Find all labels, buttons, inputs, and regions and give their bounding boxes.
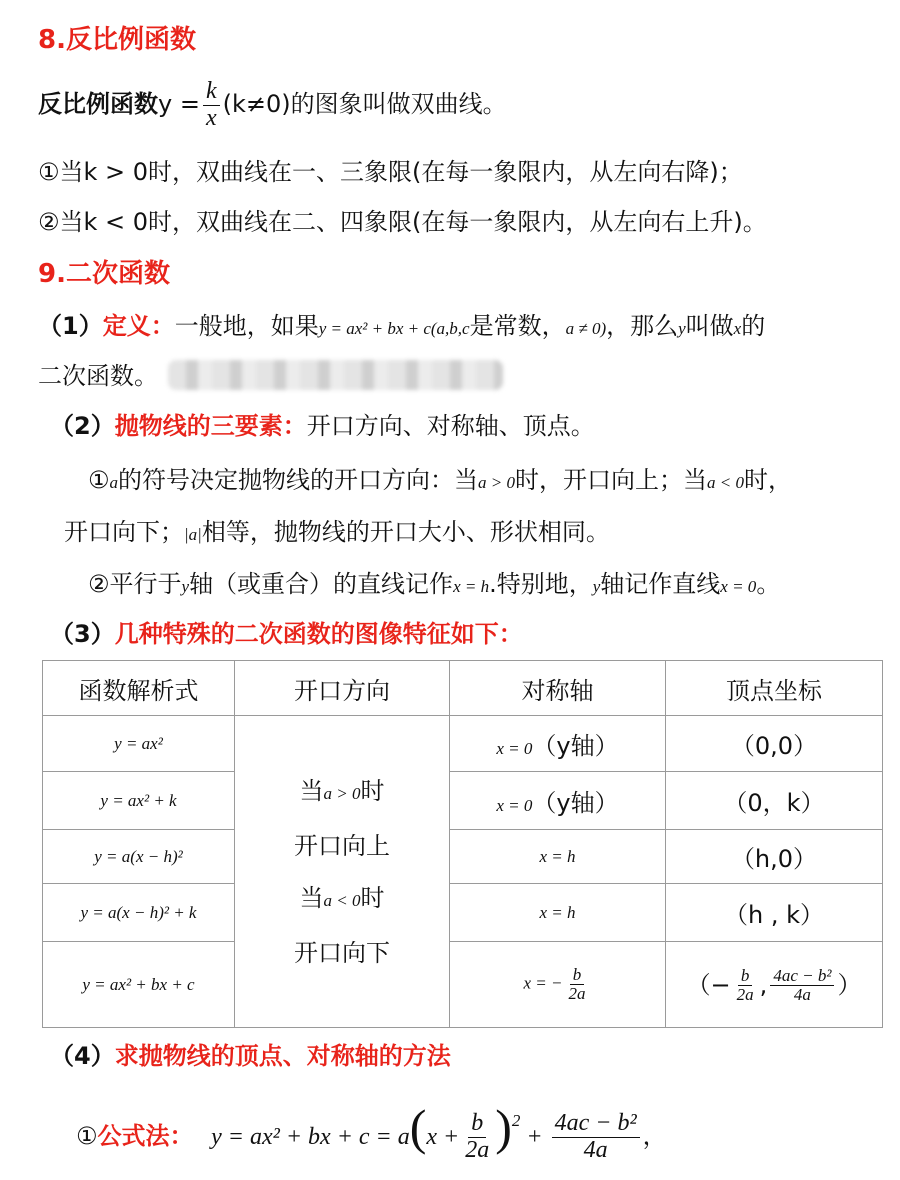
- table-row: [43, 716, 883, 772]
- vertex-frac-2: [770, 967, 834, 1004]
- expr-cell: y = a(x − h)²: [43, 830, 235, 884]
- axis-frac-den: 2a: [568, 984, 586, 1003]
- a-text-3: 时，开口向上；当: [515, 466, 707, 494]
- vertex-cell: （h , k）: [666, 884, 883, 942]
- p3-number: （3）: [50, 620, 115, 648]
- f-frac-1-den: 2a: [465, 1136, 490, 1163]
- a-text-1: ①: [88, 466, 110, 494]
- def-label: 定义：: [102, 312, 175, 340]
- f-frac-2-den: 4a: [583, 1136, 608, 1163]
- axis-frac-num: b: [570, 966, 585, 985]
- special-functions-table: [42, 660, 883, 1028]
- vertex-cell: [666, 942, 883, 1028]
- vertex-frac-2-den: 4a: [793, 985, 811, 1005]
- open-l2: 开口向上: [294, 831, 390, 860]
- open-l1-t2: 时: [360, 776, 385, 805]
- vertex-cell: （0，k）: [666, 772, 883, 830]
- table-header-row: [43, 661, 883, 716]
- a2-text-2: 相等，抛物线的开口大小、形状相同。: [201, 518, 610, 546]
- def-math-2: a ≠ 0): [565, 319, 607, 338]
- section-9-title: 9.二次函数: [38, 259, 170, 289]
- a2-math: |a|: [184, 525, 202, 544]
- def-text-3: ，那么: [606, 312, 679, 340]
- b-math-1: y: [181, 577, 190, 596]
- a-text-4: 时，: [743, 466, 792, 494]
- axis-cell: [450, 942, 666, 1028]
- p2-text: 开口方向、对称轴、顶点。: [306, 412, 595, 440]
- vertex-frac-1-num: b: [738, 967, 753, 986]
- def-text-1: 一般地，如果: [174, 312, 319, 340]
- expr-cell: y = a(x − h)² + k: [43, 884, 235, 942]
- inverse-definition: [38, 72, 507, 136]
- f-plus: +: [526, 1124, 543, 1150]
- axis-fraction: [566, 966, 589, 1003]
- b-text-3: .特别地，: [489, 570, 593, 598]
- open-l3-t1: 当: [299, 883, 324, 912]
- expr-cell: y = ax² + bx + c: [43, 942, 235, 1028]
- b-text-5: 。: [756, 570, 781, 598]
- axis-extra: （y轴）: [532, 789, 619, 817]
- blurred-watermark: [168, 360, 503, 390]
- f-frac-2-num: 4ac − b²: [552, 1111, 640, 1137]
- inverse-rest: (k≠0)的图象叫做双曲线。: [222, 90, 507, 118]
- axis-cell: x = h: [450, 830, 666, 884]
- open-l1-m: a > 0: [323, 783, 361, 803]
- axis-cell: [450, 772, 666, 830]
- sign-rule-line-2: [64, 516, 610, 551]
- vertex-close: ）: [837, 970, 862, 999]
- open-l3-t2: 时: [360, 883, 385, 912]
- open-l3-m: a < 0: [323, 890, 361, 910]
- vertex-frac-2-num: 4ac − b²: [770, 967, 834, 986]
- inverse-y: y =: [158, 90, 200, 118]
- inverse-case-1: ①当k > 0时，双曲线在一、三象限(在每一象限内，从左向右降)；: [38, 158, 743, 186]
- formula-method: [76, 1086, 667, 1163]
- f-math-1: y = ax² + bx + c = a: [211, 1124, 410, 1150]
- def-math-1: y = ax² + bx + c(a,b,c: [318, 319, 470, 338]
- vertex-frac-1-den: 2a: [736, 985, 754, 1005]
- axis-math: x = 0: [496, 739, 533, 758]
- axis-rule: [88, 568, 780, 603]
- def-math-4: x: [733, 319, 742, 338]
- table-row: [43, 884, 883, 942]
- axis-cell: [450, 716, 666, 772]
- a-math-3: a < 0: [707, 473, 744, 492]
- def-number: （1）: [38, 312, 103, 340]
- inverse-fraction-den: x: [205, 104, 217, 131]
- p3-label: 几种特殊的二次函数的图像特征如下：: [114, 620, 523, 648]
- inverse-fraction-num: k: [203, 79, 220, 105]
- sign-rule: [88, 464, 792, 499]
- b-math-2: x = h: [453, 577, 490, 596]
- f-paren-open: (: [409, 1099, 427, 1155]
- def-line-2: 二次函数。: [38, 362, 158, 390]
- b-math-4: x = 0: [720, 577, 757, 596]
- f-end: ，: [642, 1122, 667, 1150]
- open-l4: 开口向下: [294, 938, 390, 967]
- table-row: [43, 772, 883, 830]
- axis-extra: （y轴）: [532, 732, 619, 760]
- header-expression: 函数解析式: [43, 661, 235, 716]
- f-label: 公式法：: [97, 1122, 194, 1150]
- b-text-1: ②平行于: [88, 570, 182, 598]
- vertex-cell: （0,0）: [666, 716, 883, 772]
- table-row: [43, 942, 883, 1028]
- vertex-method-heading: [50, 1040, 451, 1072]
- a2-text-1: 开口向下；: [64, 518, 184, 546]
- def-text-4: 叫做: [685, 312, 734, 340]
- b-text-4: 轴记作直线: [600, 570, 721, 598]
- a-math-2: a > 0: [478, 473, 515, 492]
- three-elements: [50, 410, 595, 442]
- p2-label: 抛物线的三要素：: [114, 412, 307, 440]
- f-frac-1-num: b: [468, 1111, 486, 1137]
- p2-number: （2）: [50, 412, 115, 440]
- def-math-3: y: [678, 319, 686, 338]
- axis-prefix: x = −: [523, 973, 563, 993]
- f-frac-2: [552, 1111, 640, 1162]
- p4-label: 求抛物线的顶点、对称轴的方法: [114, 1042, 451, 1070]
- vertex-comma: ,: [759, 970, 768, 999]
- expr-cell: y = ax²: [43, 716, 235, 772]
- a-math-1: a: [109, 473, 119, 492]
- header-opening: 开口方向: [235, 661, 450, 716]
- f-paren-close: ): [495, 1099, 512, 1155]
- p4-number: （4）: [50, 1042, 115, 1070]
- special-functions-heading: [50, 618, 523, 650]
- def-text-5: 的: [741, 312, 766, 340]
- vertex-frac-1: [734, 967, 757, 1004]
- vertex-cell: （h,0）: [666, 830, 883, 884]
- axis-math: x = 0: [496, 796, 533, 815]
- f-math-2: x +: [426, 1124, 460, 1150]
- inverse-case-2: ②当k < 0时，双曲线在二、四象限(在每一象限内，从左向右上升)。: [38, 208, 767, 236]
- a-text-2: 的符号决定抛物线的开口方向：当: [118, 466, 479, 494]
- inverse-fraction: [203, 79, 220, 130]
- f-exponent: 2: [511, 1111, 521, 1130]
- vertex-open: （−: [686, 970, 731, 999]
- f-number: ①: [76, 1122, 98, 1150]
- section-8-title: 8.反比例函数: [38, 25, 196, 55]
- axis-cell: x = h: [450, 884, 666, 942]
- inverse-label: 反比例函数: [38, 90, 158, 118]
- header-vertex: 顶点坐标: [666, 661, 883, 716]
- b-math-3: y: [592, 577, 601, 596]
- b-text-2: 轴（或重合）的直线记作: [189, 570, 454, 598]
- f-frac-1: [462, 1111, 492, 1162]
- header-axis: 对称轴: [450, 661, 666, 716]
- open-l1-t1: 当: [299, 776, 324, 805]
- expr-cell: y = ax² + k: [43, 772, 235, 830]
- quadratic-definition: [38, 310, 765, 345]
- table-row: [43, 830, 883, 884]
- opening-cell: [235, 716, 450, 1028]
- def-text-2: 是常数，: [469, 312, 566, 340]
